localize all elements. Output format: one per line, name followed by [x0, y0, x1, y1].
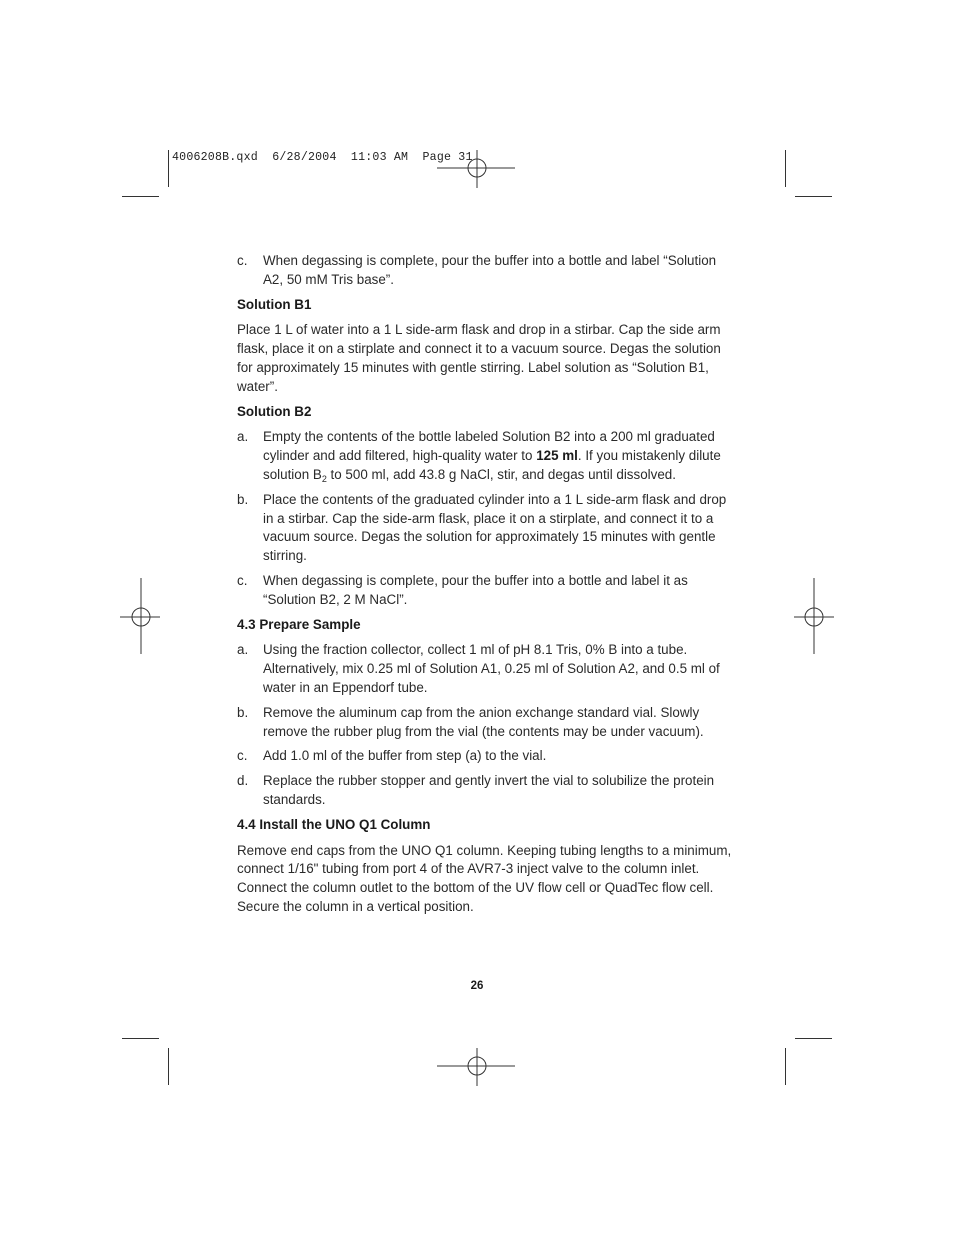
- list-item: [237, 572, 737, 610]
- item-letter: c.: [237, 572, 248, 588]
- item-letter: a.: [237, 429, 249, 445]
- list-item: [237, 428, 737, 484]
- section-heading-solution-b1: Solution B1: [237, 296, 312, 312]
- item-text-part: Empty the contents of the bottle labeled Solution B2 into a 200 ml graduated cylinder and add filtered, high-quality water to: [263, 429, 715, 464]
- crop-mark-bottom-left-horizontal: [122, 1038, 159, 1039]
- install-column-paragraph: Remove end caps from the UNO Q1 column. Keeping tubing lengths to a minimum, connect 1/16" tubing from port 4 of the AVR7-3 inject valve to the column inlet. Connect the column outlet to the bottom of the UV flow cell or QuadTec flow cell. Secure the column in a vertical position.: [237, 842, 732, 914]
- crop-mark-top-left-vertical: [168, 150, 169, 187]
- list-item: [237, 252, 737, 290]
- list-item: [237, 704, 737, 742]
- list-item: [237, 747, 737, 766]
- item-letter: b.: [237, 704, 249, 720]
- item-text: When degassing is complete, pour the buffer into a bottle and label it as “Solution B2, 2 M NaCl”.: [263, 572, 688, 607]
- crop-mark-bottom-left-vertical: [168, 1048, 169, 1085]
- item-text-bold: 125 ml: [536, 448, 578, 464]
- item-letter: d.: [237, 773, 249, 789]
- registration-mark-bottom: [437, 1048, 517, 1088]
- subscript: 2: [321, 473, 327, 484]
- crop-mark-top-right-vertical: [785, 150, 786, 187]
- list-item: [237, 772, 737, 810]
- item-text: Using the fraction collector, collect 1 ml of pH 8.1 Tris, 0% B into a tube. Alternatively, mix 0.25 ml of Solution A1, 0.25 ml of Solution A2, and 0.5 ml of water in an Eppendorf tube.: [263, 642, 720, 695]
- crop-mark-top-left-horizontal: [122, 196, 159, 197]
- item-text: Remove the aluminum cap from the anion exchange standard vial. Slowly remove the rubber plug from the vial (the contents may be under vacuum).: [263, 704, 704, 739]
- crop-mark-bottom-right-vertical: [785, 1048, 786, 1085]
- solution-b1-paragraph: Place 1 L of water into a 1 L side-arm flask and drop in a stirbar. Cap the side arm flask, place it on a stirplate and connect it to a vacuum source. Degas the solution for approximately 15 minutes with gentle stirring. Label solution as “Solution B1, water”.: [237, 322, 721, 394]
- section-heading-prepare-sample: 4.3 Prepare Sample: [237, 616, 361, 632]
- item-text: Add 1.0 ml of the buffer from step (a) to the vial.: [263, 748, 547, 764]
- registration-mark-top: [437, 150, 517, 190]
- document-body: [237, 252, 737, 923]
- item-letter: c.: [237, 253, 248, 268]
- item-text-part: to 500 ml, add 43.8 g NaCl, stir, and degas until dissolved.: [326, 466, 676, 482]
- item-text: [263, 428, 737, 484]
- registration-mark-right: [794, 578, 836, 656]
- crop-mark-bottom-right-horizontal: [795, 1038, 832, 1039]
- list-item: [237, 491, 737, 566]
- section-heading-solution-b2: Solution B2: [237, 403, 312, 419]
- item-letter: a.: [237, 642, 249, 658]
- item-letter: b.: [237, 491, 249, 507]
- item-letter: c.: [237, 748, 248, 764]
- item-text: Replace the rubber stopper and gently invert the vial to solubilize the protein standards.: [263, 773, 715, 807]
- list-item: [237, 641, 737, 697]
- item-text: Place the contents of the graduated cylinder into a 1 L side-arm flask and drop in a stirbar. Cap the side-arm flask, place it on a stirplate, and connect it to a vacuum source. Degas the solution for approximately 15 minutes with gentle stirring.: [263, 491, 727, 564]
- item-text: When degassing is complete, pour the buffer into a bottle and label “Solution A2, 50 mM Tris base”.: [263, 253, 717, 287]
- crop-mark-top-right-horizontal: [795, 196, 832, 197]
- registration-mark-left: [120, 578, 162, 656]
- section-heading-install-column: 4.4 Install the UNO Q1 Column: [237, 816, 431, 832]
- print-slug: 4006208B.qxd 6/28/2004 11:03 AM Page 31: [172, 151, 473, 164]
- item-text-part: . If you mistakenly dilute solution B: [263, 448, 721, 482]
- page-number: 26: [470, 980, 484, 992]
